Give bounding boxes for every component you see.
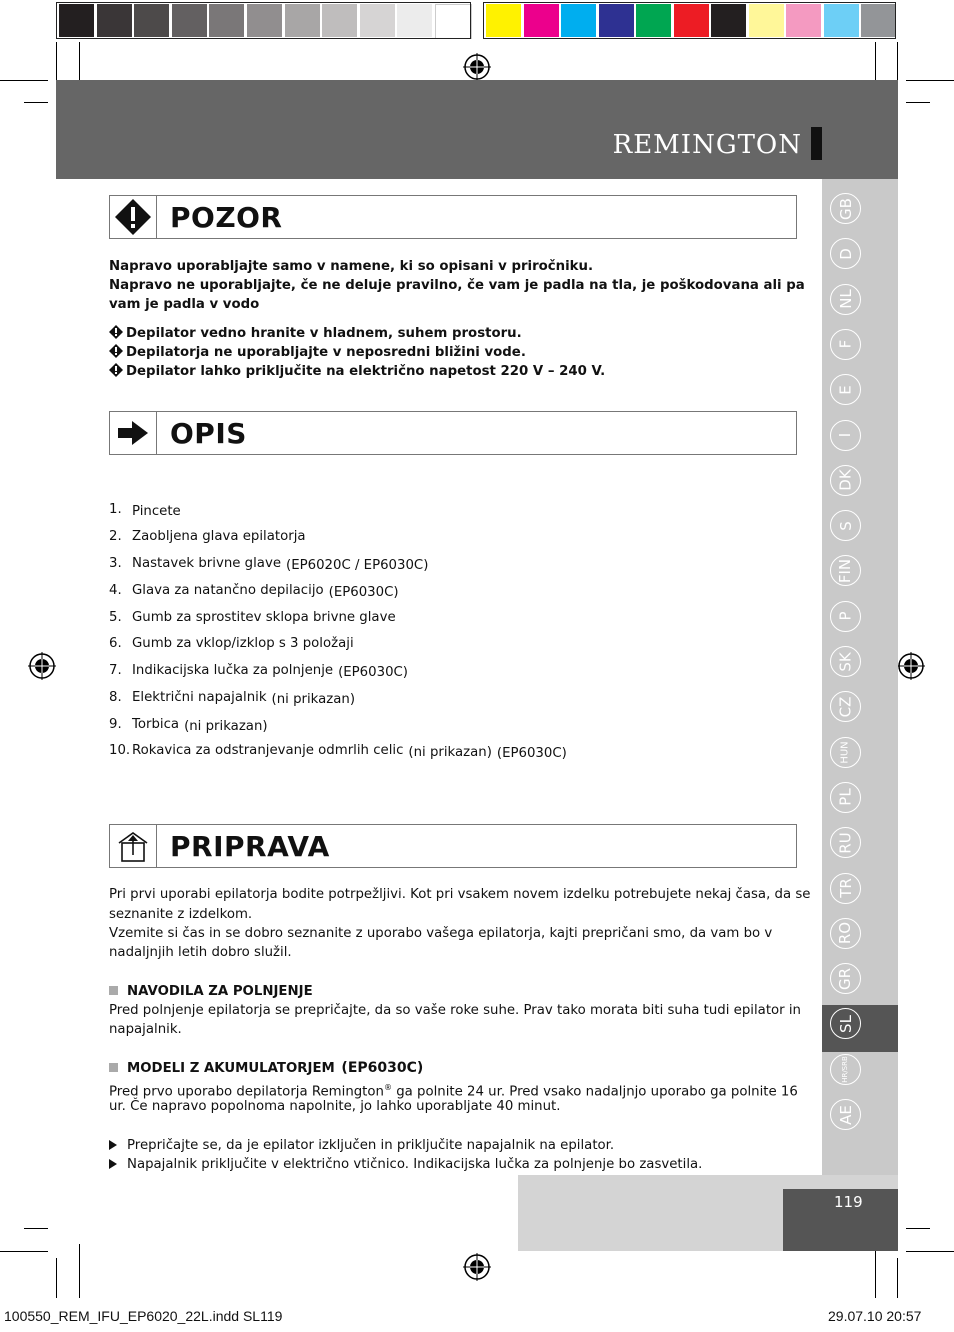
crop-mark bbox=[875, 1244, 876, 1298]
language-tab-hr-srb[interactable]: HR/SRB bbox=[830, 1054, 861, 1085]
crop-mark bbox=[24, 102, 48, 103]
list-item-number: 10. bbox=[109, 743, 131, 758]
crop-mark bbox=[56, 42, 57, 80]
language-tab-ru[interactable]: RU bbox=[830, 827, 861, 858]
list-item: Pincete bbox=[132, 504, 181, 519]
language-tab-e[interactable]: E bbox=[830, 374, 861, 405]
pozor-intro-2: Napravo ne uporabljajte, če ne deluje pravilno, če vam je padla na tla, je poškodovana ali pa bbox=[109, 278, 805, 293]
registration-mark-icon bbox=[463, 53, 491, 81]
section-pozor bbox=[109, 195, 797, 239]
crop-mark bbox=[24, 1228, 48, 1229]
color-bar-frame bbox=[483, 2, 896, 39]
language-tab-s[interactable]: S bbox=[830, 510, 861, 541]
list-item: Glava za natančno depilacijo (EP6030C) bbox=[132, 583, 399, 600]
page-number: 119 bbox=[834, 1193, 863, 1211]
crop-mark bbox=[0, 80, 48, 81]
list-item-number: 5. bbox=[109, 610, 122, 625]
list-item-number: 4. bbox=[109, 583, 122, 598]
grayscale-bar-frame bbox=[56, 2, 471, 39]
list-item: Indikacijska lučka za polnjenje (EP6030C) bbox=[132, 663, 408, 680]
list-item: Gumb za vklop/izklop s 3 položaji bbox=[132, 636, 354, 651]
list-item-number: 9. bbox=[109, 717, 122, 732]
list-item: Gumb za sprostitev sklopa brivne glave bbox=[132, 610, 396, 625]
subheading-charging: NAVODILA ZA POLNJENJE bbox=[109, 982, 313, 1001]
section-opis bbox=[109, 411, 797, 455]
language-tab-ae[interactable]: AE bbox=[830, 1099, 861, 1130]
language-tab-cz[interactable]: CZ bbox=[830, 691, 861, 722]
list-item-note: (ni prikazan) bbox=[271, 692, 356, 707]
language-tab-p[interactable]: P bbox=[830, 601, 861, 632]
language-tab-sl[interactable]: SL bbox=[830, 1008, 861, 1039]
section-title: POZOR bbox=[170, 201, 283, 234]
indd-file-slug: 100550_REM_IFU_EP6020_22L.indd SL119 bbox=[4, 1308, 283, 1324]
battery-text-line: ur. Če napravo popolnoma napolnite, jo lahko uporabljate 40 minut. bbox=[109, 1099, 561, 1114]
warning-item: Depilator vedno hranite v hladnem, suhem prostoru. bbox=[109, 324, 522, 343]
battery-text-line: Pred prvo uporabo depilatorja Remington® ga polnite 24 ur. Pred vsako nadaljnjo uporabo ga polnite 16 bbox=[109, 1083, 798, 1100]
language-tab-ro[interactable]: RO bbox=[830, 918, 861, 949]
subheading-battery-models: MODELI Z AKUMULATORJEM (EP6030C) bbox=[109, 1059, 423, 1078]
list-item-number: 3. bbox=[109, 556, 122, 571]
registration-mark-icon bbox=[463, 1253, 491, 1281]
priprava-paragraph-line: Vzemite si čas in se dobro seznanite z uporabo vašega epilatorja, kajti prepričani smo, da vam bo v bbox=[109, 926, 773, 941]
crop-mark bbox=[0, 1251, 48, 1252]
language-tab-dk[interactable]: DK bbox=[830, 465, 861, 496]
instruction-bullet: Prepričajte se, da je epilator izključen in priključite napajalnik na epilator. bbox=[109, 1136, 614, 1155]
model-note: (EP6030C) bbox=[341, 1060, 424, 1076]
crop-mark bbox=[906, 1228, 930, 1229]
page-header bbox=[56, 80, 898, 179]
list-item-number: 6. bbox=[109, 636, 122, 651]
language-tab-gr[interactable]: GR bbox=[830, 963, 861, 994]
list-item-number: 1. bbox=[109, 502, 122, 517]
arrow-right-icon bbox=[110, 412, 157, 454]
unpack-box-icon bbox=[110, 825, 157, 867]
warning-icon bbox=[110, 196, 157, 238]
language-tab-i[interactable]: I bbox=[830, 420, 861, 451]
list-item: Rokavica za odstranjevanje odmrlih celic (ni prikazan) (EP6030C) bbox=[132, 743, 567, 761]
list-item-note: (EP6020C / EP6030C) bbox=[286, 558, 429, 573]
language-tab-nl[interactable]: NL bbox=[830, 284, 861, 315]
bullet-square-icon bbox=[109, 1063, 118, 1072]
warning-diamond-icon bbox=[109, 344, 123, 358]
crop-mark bbox=[897, 1258, 898, 1298]
language-tab-d[interactable]: D bbox=[830, 238, 861, 269]
priprava-paragraph-line: nadaljnjih letih dobro služil. bbox=[109, 945, 292, 960]
list-item-note: (ni prikazan) bbox=[408, 745, 492, 760]
list-item-number: 7. bbox=[109, 663, 122, 678]
priprava-paragraph-line: Pri prvi uporabi epilatorja bodite potrpežljivi. Kot pri vsakem novem izdelku potrebujete nekaj časa, da se bbox=[109, 887, 811, 902]
section-title: PRIPRAVA bbox=[170, 830, 330, 863]
registration-mark-icon bbox=[897, 652, 925, 680]
list-item-number: 2. bbox=[109, 529, 122, 544]
language-tab-fin[interactable]: FIN bbox=[830, 555, 861, 586]
crop-mark bbox=[897, 42, 898, 80]
bullet-square-icon bbox=[109, 986, 118, 995]
list-item-note: (EP6030C) bbox=[338, 665, 408, 680]
language-tab-tr[interactable]: TR bbox=[830, 873, 861, 904]
page-number-box-top bbox=[783, 1175, 898, 1189]
remington-logo: REMINGTON bbox=[612, 130, 802, 160]
language-tab-pl[interactable]: PL bbox=[830, 782, 861, 813]
date-slug: 29.07.10 20:57 bbox=[828, 1308, 922, 1324]
pozor-intro-1: Napravo uporabljajte samo v namene, ki so opisani v priročniku. bbox=[109, 259, 594, 274]
language-tab-gb[interactable]: GB bbox=[830, 193, 861, 224]
crop-mark bbox=[56, 1258, 57, 1298]
list-item: Zaobljena glava epilatorja bbox=[132, 529, 306, 544]
triangle-bullet-icon bbox=[109, 1140, 117, 1150]
list-item-note: (EP6030C) bbox=[328, 585, 399, 600]
warning-item: Depilatorja ne uporabljajte v neposredni bližini vode. bbox=[109, 343, 526, 362]
crop-mark bbox=[906, 80, 954, 81]
list-item: Električni napajalnik (ni prikazan) bbox=[132, 690, 356, 707]
list-item-note: (ni prikazan) bbox=[184, 719, 268, 734]
charging-text-line: Pred polnjenje epilatorja se prepričajte, da so vaše roke suhe. Prav tako morata biti suha tudi epilator in bbox=[109, 1003, 801, 1018]
warning-item: Depilator lahko priključite na električno napetost 220 V – 240 V. bbox=[109, 362, 605, 381]
crop-mark bbox=[906, 102, 930, 103]
language-tab-f[interactable]: F bbox=[830, 329, 861, 360]
logo-bar bbox=[811, 127, 822, 160]
language-tab-hun[interactable]: HUN bbox=[830, 737, 861, 768]
list-item: Nastavek brivne glave (EP6020C / EP6030C) bbox=[132, 556, 429, 573]
section-priprava bbox=[109, 824, 797, 868]
triangle-bullet-icon bbox=[109, 1159, 117, 1169]
instruction-bullet: Napajalnik priključite v električno vtičnico. Indikacijska lučka za polnjenje bo zasvetila. bbox=[109, 1155, 702, 1174]
pozor-intro-3: vam je padla v vodo bbox=[109, 297, 260, 312]
crop-mark bbox=[79, 1244, 80, 1298]
language-tab-sk[interactable]: SK bbox=[830, 646, 861, 677]
registration-mark-icon bbox=[28, 652, 56, 680]
list-item-note: (EP6030C) bbox=[496, 746, 567, 761]
warning-diamond-icon bbox=[109, 325, 123, 339]
list-item-number: 8. bbox=[109, 690, 122, 705]
crop-mark bbox=[906, 1251, 954, 1252]
footer-band bbox=[518, 1175, 783, 1251]
list-item: Torbica (ni prikazan) bbox=[132, 717, 268, 734]
section-title: OPIS bbox=[170, 417, 247, 450]
charging-text-line: napajalnik. bbox=[109, 1022, 182, 1037]
priprava-paragraph-line: seznanite z izdelkom. bbox=[109, 907, 253, 922]
warning-diamond-icon bbox=[109, 363, 123, 377]
